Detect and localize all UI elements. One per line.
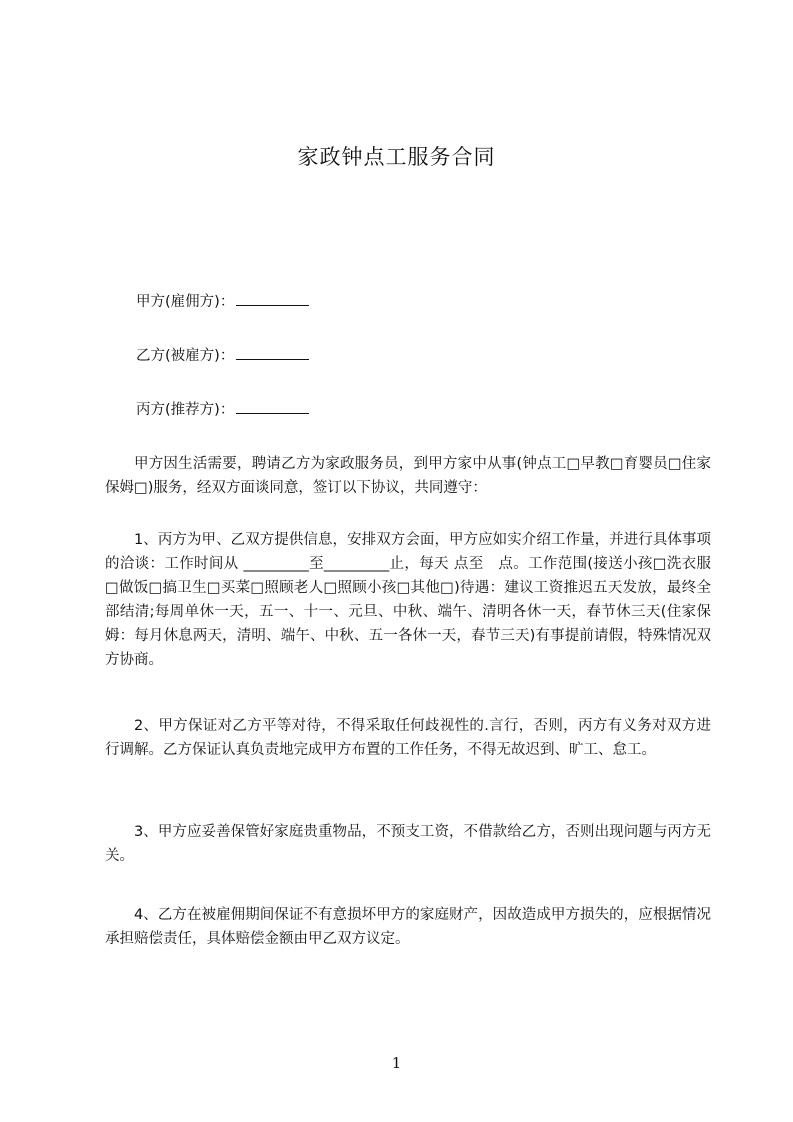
page-number: 1 <box>391 1054 402 1072</box>
party-a-line <box>136 290 309 312</box>
clause-1: 1、丙方为甲、乙双方提供信息，安排双方会面，甲方应如实介绍工作量，并进行具体事项的洽谈：工作时间从 _________至_________止，每天 点至 点。工作范围(接送小孩□洗衣服□做饭□搞卫生□买菜□照顾老人□照顾小孩□其他□)待遇：建议工资推迟五天发放，最终全部结清;每周单休一天，五一、十一、元旦、中秋、端午、清明各休一天，春节休三天(住家保姆：每月休息两天，清明、端午、中秋、五一各休一天，春节三天)有事提前请假，特殊情况双方协商。 <box>105 532 711 668</box>
party-b-label: 乙方(被雇方)： <box>136 348 235 364</box>
clause-3: 3、甲方应妥善保管好家庭贵重物品，不预支工资，不借款给乙方，否则出现问题与丙方无关。 <box>105 824 711 864</box>
intro-paragraph: 甲方因生活需要，聘请乙方为家政服务员，到甲方家中从事(钟点工□早教□育婴员□住家保姆□)服务，经双方面谈同意，签订以下协议，共同遵守： <box>105 456 711 496</box>
party-a-label: 甲方(雇佣方)： <box>136 294 235 310</box>
clause-4: 4、乙方在被雇佣期间保证不有意损坏甲方的家庭财产，因故造成甲方损失的，应根据情况承担赔偿责任，具体赔偿金额由甲乙双方议定。 <box>105 907 711 947</box>
clause-2: 2、甲方保证对乙方平等对待，不得采取任何歧视性的.言行，否则，丙方有义务对双方进行调解。乙方保证认真负责地完成甲方布置的工作任务，不得无故迟到、旷工、怠工。 <box>105 718 711 758</box>
party-a-blank <box>236 290 309 306</box>
party-c-label: 丙方(推荐方)： <box>136 402 235 418</box>
party-c-line <box>136 398 309 420</box>
party-c-blank <box>236 398 309 414</box>
document-title: 家政钟点工服务合同 <box>297 145 496 169</box>
party-b-blank <box>236 344 309 360</box>
party-b-line <box>136 344 309 366</box>
